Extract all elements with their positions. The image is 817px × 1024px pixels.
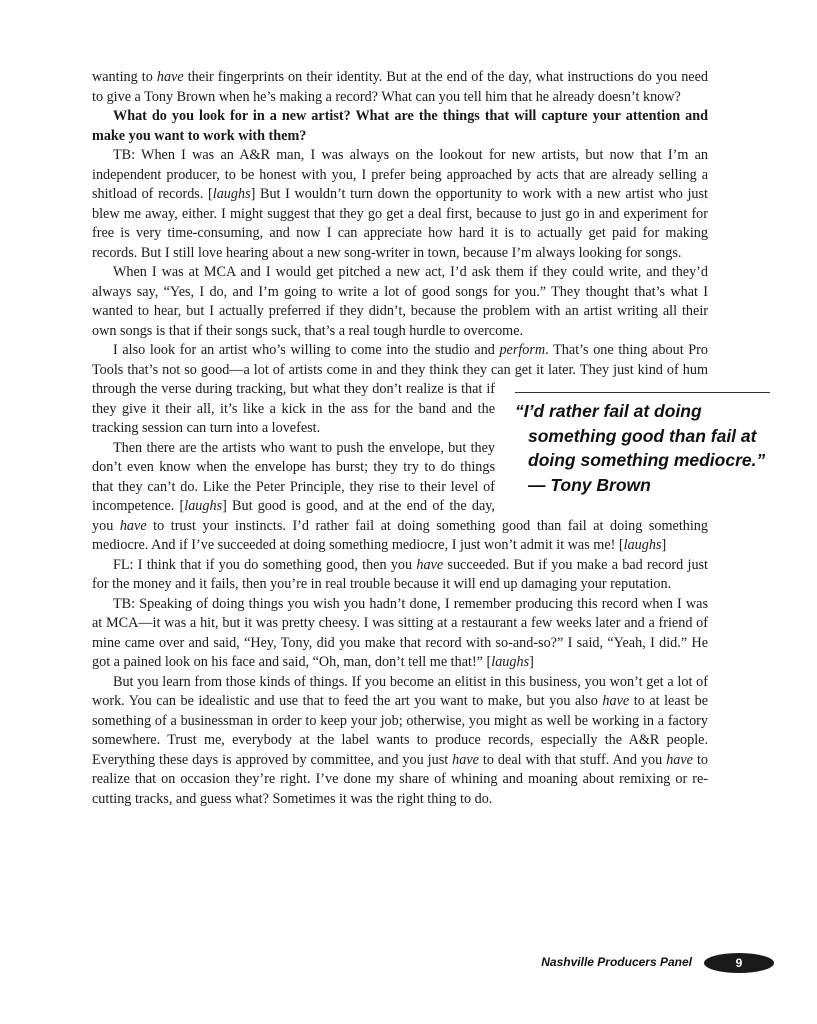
paragraph: wanting to have their fingerprints on their identity. But at the end of the day, what instructions do you need to give a Tony Brown when he’s making a record? What can you tell him that he already doesn’t know? [92, 69, 708, 105]
page-number-badge: 9 [704, 953, 774, 973]
pull-quote-line: something good than fail at [528, 425, 757, 446]
paragraph: But you learn from those kinds of things. If you become an elitist in this business, you won’t get a lot of work. You can be idealistic and use that to feed the art you want to make, but you also have to at least be something of a businessman in order to keep your job; otherwise, you might as well be working in a factory somewhere. Trust me, everybody at the label wants to produce records, especially the A&R people. Everything these days is approved by committee, and you just have to deal with that stuff. And you have to realize that on occasion they’re right. I’ve done my share of whining and moaning about remixing or re-cutting tracks, and guess what? Sometimes it was the right thing to do. [92, 673, 709, 807]
page-footer [460, 953, 774, 975]
paragraph-text: I also look for an artist who’s willing to come into the studio and perform. That’s one thing about Pro Tools that’s not so good—a lot of artists come in and they think they can get it later. “I’d rather fail at doing something good than fail at doing something mediocre.” — Tony Brown They just kind of hum through the verse during tracking, but what they don’t realize is that if they give it their all, it’s like a kick in the ass for the band and the tracking session can turn into a lovefest. [92, 342, 708, 436]
pull-quote [515, 392, 770, 497]
pull-quote-attribution: — Tony Brown [528, 474, 651, 495]
paragraph: When I was at MCA and I would get pitched a new act, I’d ask them if they could write, and they’d always say, “Yes, I do, and I’m going to write a lot of good songs for you.” They thought that’s what I wanted to hear, but I actually preferred if they didn’t, because the problem with an artist writing all their own songs is that if their songs suck, that’s a real tough hurdle to overcome. [92, 264, 708, 339]
paragraph: FL: I think that if you do something good, then you have succeeded. But if you make a bad record just for the money and it fails, then you’re in real trouble because it will end up damaging your reputation. [92, 556, 709, 592]
paragraph: TB: Speaking of doing things you wish you hadn’t done, I remember producing this record when I was at MCA—it was a hit, but it was pretty cheesy. I was sitting at a restaurant a few weeks later and a friend of mine came over and said, “Hey, Tony, did you make that record with so-and-so?” I said, “Yeah, I did.” He got a pained look on his face and said, “Oh, man, don’t tell me that!” [laughs] [92, 595, 708, 670]
pull-quote-line: “I’d rather fail at doing [515, 401, 702, 421]
running-footer-title: Nashville Producers Panel [541, 955, 692, 969]
interview-question: What do you look for in a new artist? What are the things that will capture your attention and make you want to work with them? [92, 108, 708, 144]
paragraph [92, 341, 766, 495]
paragraph: TB: When I was an A&R man, I was always on the lookout for new artists, but now that I’m an independent producer, to be honest with you, I prefer being approached by acts that are already selling a shitload of records. [laughs] But I wouldn’t turn down the opportunity to work with a new artist who just blew me away, either. I might suggest that they go get a deal first, because to just go in and experiment for free is very time-consuming, and now I can appreciate how hard it is to actually get paid for making records. But I still love hearing about a new song-writer in town, because I’m always looking for songs. [92, 147, 708, 261]
pull-quote-line: doing something mediocre.” [528, 450, 766, 470]
body-text [92, 68, 766, 809]
paragraph: Then there are the artists who want to push the envelope, but they don’t even know when the envelope has burst; they try to do things that they can’t do. Like the Peter Principle, they rise to their level of incompetence. [laughs] But good is good, and at the end of the day, you have to trust your instincts. I’d rather fail at doing something good than fail at doing something mediocre. And if I’ve succeeded at doing something mediocre, I just won’t admit it was me! [laughs] [92, 439, 708, 553]
